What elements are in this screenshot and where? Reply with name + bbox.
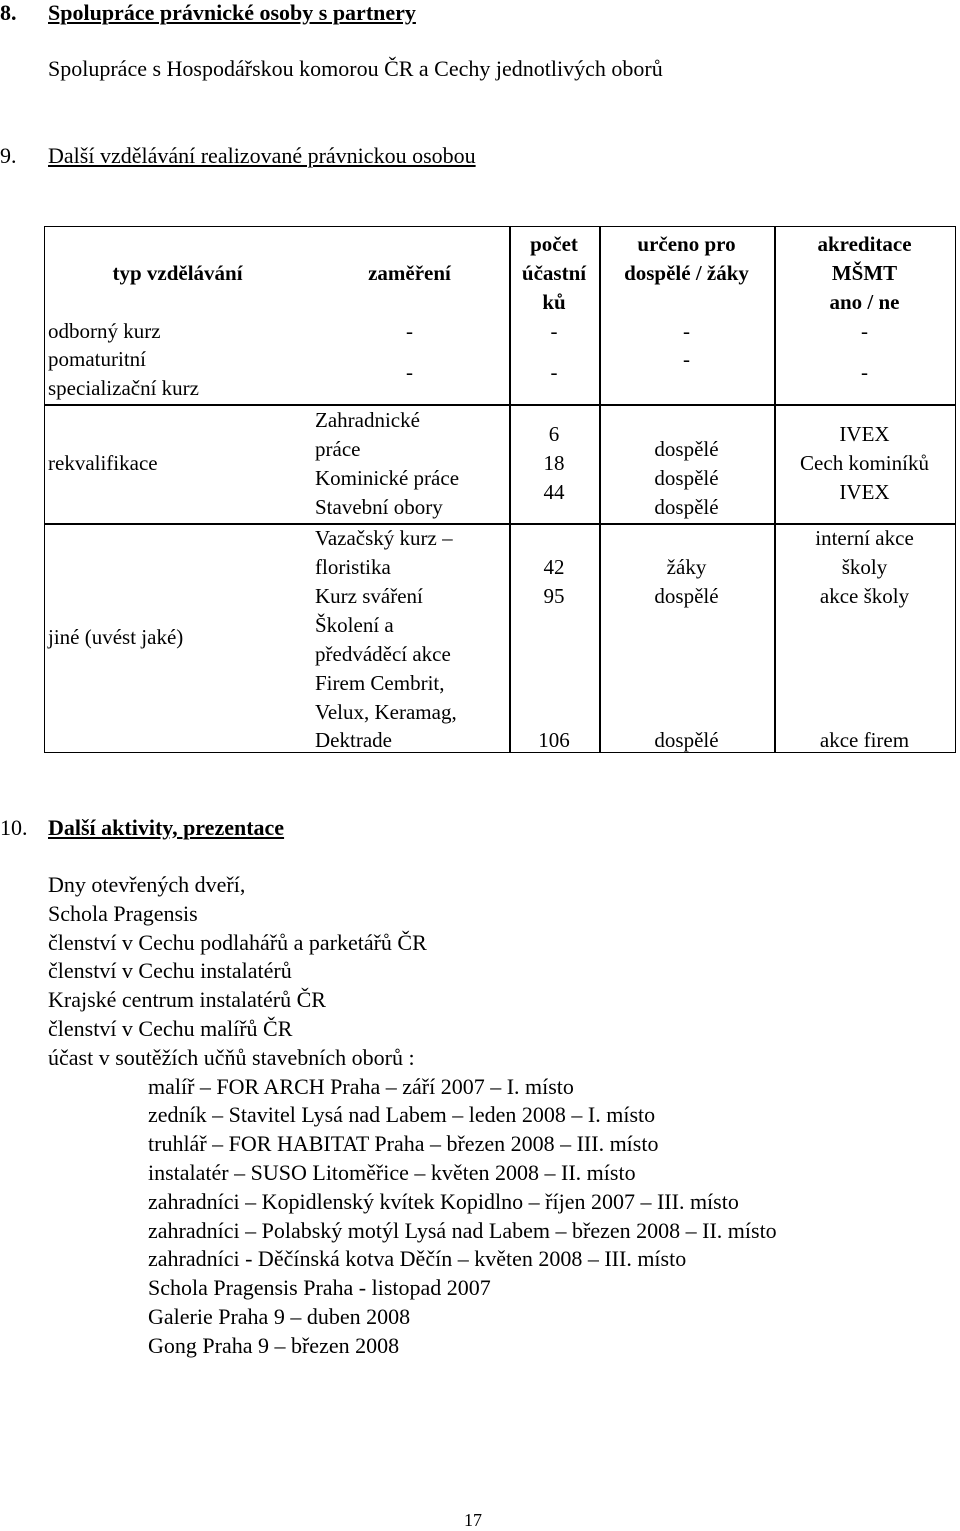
rekval-zamereni-4: Stavební obory <box>315 495 443 519</box>
competition-item: zahradníci – Polabský motýl Lysá nad Labem – březen 2008 – II. místo <box>148 1217 777 1243</box>
row-pomaturitni-type-1: pomaturitní <box>48 347 146 371</box>
competition-item: zedník – Stavitel Lysá nad Labem – leden 2008 – I. místo <box>148 1102 656 1128</box>
row-pomaturitni-type-2: specializační kurz <box>48 376 199 400</box>
activities-list <box>48 871 777 1361</box>
header-pocet-2: účastní <box>521 261 587 285</box>
header-pocet-1: počet <box>530 232 578 256</box>
competition-item: zahradníci - Děčínská kotva Děčín – květen 2008 – III. místo <box>148 1246 687 1272</box>
competition-item: Gong Praha 9 – březen 2008 <box>148 1332 400 1358</box>
header-akred-1: akreditace <box>817 232 912 256</box>
row-odborny-c5: - <box>861 319 868 343</box>
page-number: 17 <box>464 1510 482 1530</box>
jine-urceno-last: dospělé <box>654 728 719 752</box>
competition-item: malíř – FOR ARCH Praha – září 2007 – I. místo <box>148 1073 574 1099</box>
rekval-akred-3: IVEX <box>839 480 890 504</box>
section-10-title: Další aktivity, prezentace <box>48 815 285 840</box>
rekval-pocet-2: 18 <box>543 451 565 475</box>
jine-zamereni-7: Velux, Keramag, <box>315 700 457 724</box>
header-urceno-2: dospělé / žáky <box>624 261 749 285</box>
jine-akred-last: akce firem <box>819 728 910 752</box>
competition-item: truhlář – FOR HABITAT Praha – březen 2008 – III. místo <box>148 1131 659 1157</box>
header-typ: typ vzdělávání <box>112 261 243 285</box>
activity-item: účast v soutěžích učňů stavebních oborů : <box>48 1044 415 1070</box>
jine-akred-3: akce školy <box>819 584 910 608</box>
jine-pocet-last: 106 <box>538 728 570 752</box>
jine-zamereni-5: předváděcí akce <box>315 642 451 666</box>
jine-zamereni-1: Vazačský kurz – <box>315 526 453 550</box>
row-odborny-c3: - <box>550 319 558 343</box>
competition-item: instalatér – SUSO Litoměřice – květen 2008 – II. místo <box>148 1159 636 1185</box>
rekval-zamereni-3: Kominické práce <box>315 466 460 490</box>
activity-item: členství v Cechu malířů ČR <box>48 1015 293 1041</box>
section-8-title: Spolupráce právnické osoby s partnery <box>48 0 416 25</box>
header-urceno-1: určeno pro <box>637 232 736 256</box>
jine-zamereni-4: Školení a <box>315 613 394 637</box>
rekval-akred-2: Cech kominíků <box>800 451 929 475</box>
jine-zamereni-3: Kurz sváření <box>315 584 423 608</box>
row-pomaturitni-c3: - <box>550 360 558 384</box>
activity-item: členství v Cechu podlahářů a parketářů ČR <box>48 929 427 955</box>
row-rekval-type: rekvalifikace <box>48 451 158 475</box>
rekval-urceno-3: dospělé <box>654 495 719 519</box>
header-akred-2: MŠMT <box>831 261 898 285</box>
jine-zamereni-8: Dektrade <box>315 728 392 752</box>
jine-zamereni-2: floristika <box>315 555 391 579</box>
education-table <box>44 226 956 753</box>
competition-item: Schola Pragensis Praha - listopad 2007 <box>148 1275 491 1301</box>
rekval-pocet-1: 6 <box>548 422 560 446</box>
jine-akred-1: interní akce <box>815 526 914 550</box>
section-8-text: Spolupráce s Hospodářskou komorou ČR a Cechy jednotlivých oborů <box>48 56 663 81</box>
section-9-title: Další vzdělávání realizované právnickou osobou <box>48 143 476 168</box>
rekval-zamereni-2: práce <box>315 437 361 461</box>
section-8-number: 8. <box>0 0 17 25</box>
jine-akred-2: školy <box>841 555 888 579</box>
activity-item: Schola Pragensis <box>48 900 198 926</box>
rekval-urceno-2: dospělé <box>654 466 719 490</box>
header-pocet-3: ků <box>542 290 566 314</box>
jine-urceno-1: žáky <box>666 555 707 579</box>
row-pomaturitni-c5: - <box>861 360 868 384</box>
section-9-number: 9. <box>0 143 17 168</box>
competition-item: Galerie Praha 9 – duben 2008 <box>148 1303 411 1329</box>
rekval-akred-1: IVEX <box>839 422 890 446</box>
row-odborny-c2: - <box>406 319 413 343</box>
row-pomaturitni-c2: - <box>406 360 413 384</box>
row-odborny-c4: - <box>683 319 690 343</box>
header-akred-3: ano / ne <box>829 290 900 314</box>
jine-urceno-2: dospělé <box>654 584 719 608</box>
jine-zamereni-6: Firem Cembrit, <box>315 671 445 695</box>
activity-item: Dny otevřených dveří, <box>48 872 246 897</box>
row-odborny-type: odborný kurz <box>48 319 161 343</box>
row-jine-type: jiné (uvést jaké) <box>48 625 184 649</box>
row-pomaturitni-c4: - <box>683 347 690 371</box>
activity-item: Krajské centrum instalatérů ČR <box>48 987 326 1013</box>
rekval-zamereni-1: Zahradnické <box>315 408 420 432</box>
header-zamereni: zaměření <box>368 261 451 285</box>
activity-item: členství v Cechu instalatérů <box>48 958 292 984</box>
rekval-pocet-3: 44 <box>543 480 565 504</box>
competition-item: zahradníci – Kopidlenský kvítek Kopidlno – říjen 2007 – III. místo <box>148 1188 739 1214</box>
section-10-number: 10. <box>0 815 28 840</box>
rekval-urceno-1: dospělé <box>654 437 719 461</box>
jine-pocet-1: 42 <box>543 555 565 579</box>
jine-pocet-2: 95 <box>543 584 565 608</box>
